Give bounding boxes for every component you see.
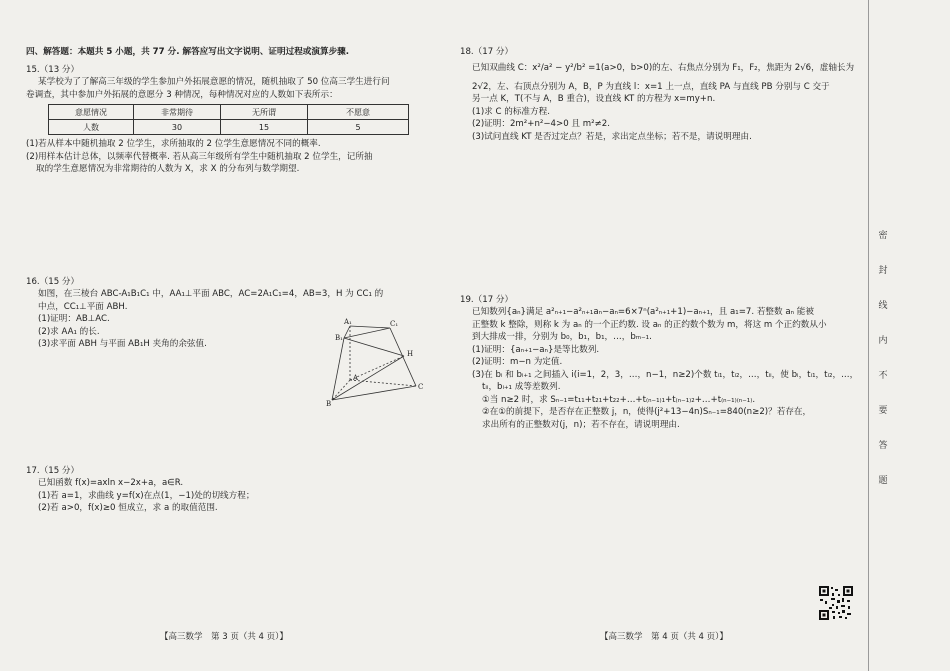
question-19 [460,294,858,431]
edge-b1h [344,338,404,356]
binding-strip-text [876,230,890,510]
q17-line: 已知函数 f(x)=axln x−2x+a，a∈R. [38,478,184,489]
q19-line: 正整数 k 整除，则称 k 为 aₙ 的一个正约数. 设 aₙ 的正约数个数为 m，将这 m 个正约数从小 [472,319,827,330]
q19-line: (3)在 bᵢ 和 bᵢ₊₁ 之间插入 i(i=1，2，3，…，n−1，n≥2)个数 tᵢ₁，tᵢ₂，…，tᵢᵢ，使 bᵢ，tᵢ₁，tᵢ₂，…， [472,369,859,380]
page-footer-right: 【高三数学 第 4 页（共 4 页）】 [600,632,728,642]
qr-code-icon [818,585,854,621]
q19-line: (2)证明：m−n 为定值. [472,357,563,368]
q16-line: (1)证明：AB⊥AC. [38,314,110,325]
q15-stem-line: 卷调查，其中参加户外拓展的意愿分 3 种情况，每种情况对应的人数如下表所示： [26,89,338,100]
left-page [0,0,470,671]
q18-line: (1)求 C 的标准方程. [472,106,550,117]
edge-b1b [332,338,344,400]
q15-stem-line: 某学校为了了解高三年级的学生参加户外拓展意愿的情况，随机抽取了 50 位高三学生进行问 [38,77,390,88]
label-b: B [326,400,332,408]
binding-line [868,0,869,671]
label-c: C [418,383,424,391]
q19-line: tᵢᵢ，bᵢ₊₁ 成等差数列. [482,382,561,393]
q16-line: (2)求 AA₁ 的长. [38,326,100,337]
table-cell: 30 [134,120,221,135]
q18-line: (2)证明：2m²+n²−4>0 且 m²≠2. [472,119,610,130]
binding-char: 要 [878,406,888,416]
q18-line: 已知双曲线 C：x²/a² − y²/b² =1(a>0，b>0)的左、右焦点分别为 F₁，F₂，焦距为 2√6，虚轴长为 [472,63,855,74]
label-b1: B₁ [335,334,343,342]
q19-line: ②在①的前提下，是否存在正整数 j，n，使得(j²+13−4n)Sₙ₋₁=840(n≥2)？若存在， [482,407,812,418]
edge-a1c1 [350,326,390,328]
binding-char: 线 [878,301,888,311]
section-heading: 四、解答题：本题共 5 小题，共 77 分. 解答应写出文字说明、证明过程或演算步骤. [26,47,350,57]
table-cell: 15 [221,120,308,135]
q18-line: (3)试问直线 KT 是否过定点？若是，求出定点坐标；若不是，请说明理由. [472,131,752,142]
binding-char: 不 [878,371,888,381]
q18-line: 另一点 K，T(不与 A，B 重合)，设直线 KT 的方程为 x=my+n. [472,94,716,105]
table-header-cell: 无所谓 [221,105,308,120]
q19-line: ①当 n≥2 时，求 Sₙ₋₁=t₁₁+t₂₁+t₂₂+…+t₍ₙ₋₁₎₁+t₍ₙ₋₁₎₂+…+t₍ₙ₋₁₎₍ₙ₋₁₎. [482,394,756,405]
q19-line: (1)证明：{aₙ₊₁−aₙ}是等比数列. [472,344,600,355]
binding-char: 题 [878,476,888,486]
binding-char: 答 [878,441,888,451]
q17-number: 17.（15 分） [26,466,80,476]
table-cell: 人数 [49,120,134,135]
table-row [49,120,409,135]
table-header-cell: 不愿意 [308,105,409,120]
question-17 [26,465,254,515]
label-c1: C₁ [390,320,399,328]
q19-line: 到大排成一排，分别为 b₀，b₁，b₁，…，bₘ₋₁. [472,332,652,343]
edge-ab [332,380,350,400]
edge-b1c1 [344,328,390,338]
q16-number: 16.（15 分） [26,277,80,287]
q19-line: 求出所有的正整数对(j，n)；若不存在，请说明理由. [482,419,680,430]
table-header-cell: 非常期待 [134,105,221,120]
q15-part: 取的学生意愿情况为非常期待的人数为 X，求 X 的分布列与数学期望. [36,164,300,175]
q17-line: (2)若 a>0，f(x)≥0 恒成立，求 a 的取值范围. [38,503,218,514]
edge-a1b1 [344,326,350,338]
binding-char: 密 [878,231,888,241]
edge-ah [350,356,404,380]
q19-number: 19.（17 分） [460,295,514,305]
table-cell: 5 [308,120,409,135]
q15-part: (1)若从样本中随机抽取 2 位学生，求所抽取的 2 位学生意愿情况不同的概率. [26,139,321,150]
table-header-row [49,105,409,120]
survey-table [48,104,409,135]
q18-line: 2√2，左、右顶点分别为 A，B，P 为直线 l：x=1 上一点，直线 PA 与直线 PB 分别与 C 交于 [472,81,830,92]
label-h: H [407,350,414,358]
question-18 [460,46,854,143]
question-15 [26,64,409,176]
binding-char: 封 [878,266,888,276]
edge-bh [332,356,404,400]
edge-bc [332,386,416,400]
frustum-figure [326,316,426,408]
right-page [452,0,872,671]
q17-line: (1)若 a=1，求曲线 y=f(x)在点(1，−1)处的切线方程； [38,490,255,501]
label-a1: A₁ [344,318,352,326]
q16-line: (3)求平面 ABH 与平面 AB₁H 夹角的余弦值. [38,339,207,350]
q19-line: 已知数列{aₙ}满足 a²ₙ₊₁−a²ₙ₊₁aₙ−aₙ=6×7ⁿ(a²ₙ₊₁+1)−aₙ₊₁，且 a₁=7. 若整数 aₙ 能被 [472,307,814,318]
q18-number: 18.（17 分） [460,47,514,57]
q15-part: (2)用样本估计总体，以频率代替概率. 若从高三年级所有学生中随机抽取 2 位学生，记所抽 [26,151,373,162]
q16-line: 如图，在三棱台 ABC-A₁B₁C₁ 中，AA₁⊥平面 ABC，AC=2A₁C₁=4，AB=3，H 为 CC₁ 的 [38,289,384,300]
table-header-cell: 意愿情况 [49,105,134,120]
q15-number: 15.（13 分） [26,65,80,75]
label-a: A [353,374,359,382]
binding-char: 内 [878,336,888,346]
q16-line: 中点，CC₁⊥平面 ABH. [38,301,128,312]
page-footer-left: 【高三数学 第 3 页（共 4 页）】 [160,632,288,642]
